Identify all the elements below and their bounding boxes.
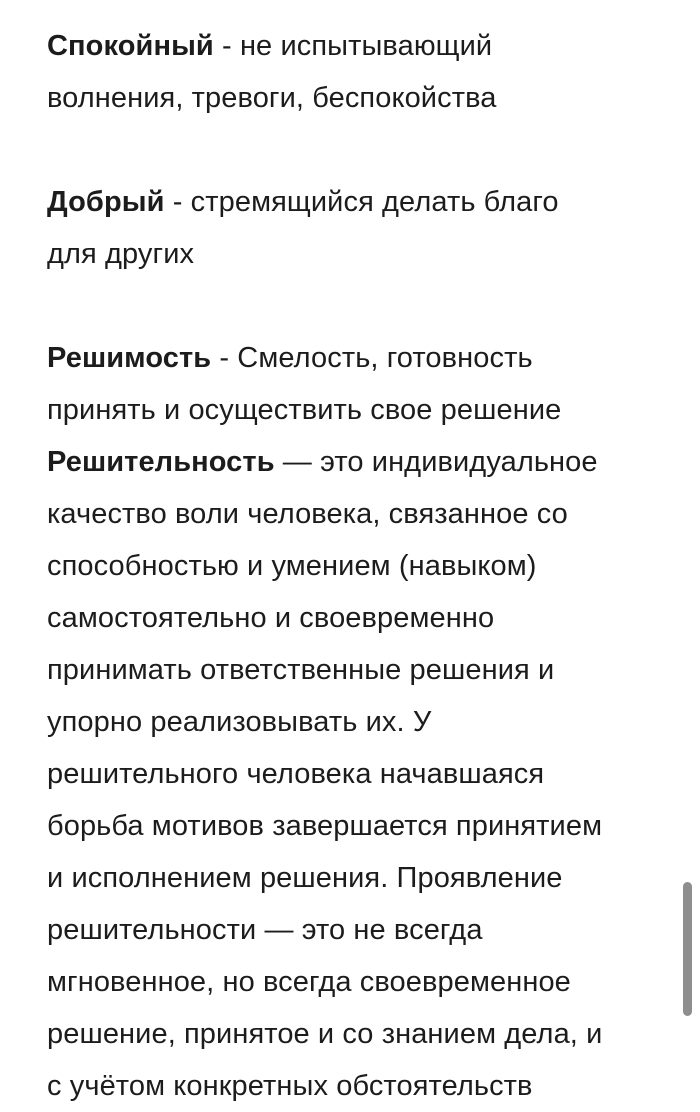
- definition-line: борьба мотивов завершается принятием: [47, 810, 603, 842]
- definition-text: это индивидуальное: [320, 446, 598, 478]
- vertical-scrollbar[interactable]: [683, 882, 692, 1016]
- definition-line: решительности — это не всегда: [47, 914, 483, 946]
- document-body: [47, 20, 667, 1112]
- definition-line: принять и осуществить свое решение: [47, 394, 562, 426]
- paragraph-gap: [47, 124, 667, 176]
- term: Решительность: [47, 446, 275, 478]
- separator: —: [274, 446, 321, 478]
- definition-line: [47, 436, 667, 488]
- definition-line: решительного человека начавшаяся: [47, 758, 545, 790]
- definition-line: [47, 176, 667, 228]
- definition-line: с учётом конкретных обстоятельств: [47, 1070, 533, 1102]
- definition-resolve: [47, 332, 667, 436]
- definition-kind: [47, 176, 667, 280]
- definition-text: не испытывающий: [239, 30, 493, 62]
- definition-line: решение, принятое и со знанием дела, и: [47, 1018, 603, 1050]
- definition-line: мгновенное, но всегда своевременное: [47, 966, 571, 998]
- separator: -: [213, 30, 240, 62]
- definition-line: и исполнением решения. Проявление: [47, 862, 563, 894]
- paragraph-gap: [47, 280, 667, 332]
- definition-line: принимать ответственные решения и: [47, 654, 555, 686]
- definition-decisiveness: [47, 436, 667, 1112]
- definition-line: способностью и умением (навыком): [47, 550, 537, 582]
- definition-line: качество воли человека, связанное со: [47, 498, 568, 530]
- definition-text: Смелость, готовность: [237, 342, 533, 374]
- definition-line: [47, 332, 667, 384]
- definition-line: волнения, тревоги, беспокойства: [47, 82, 497, 114]
- term: Добрый: [47, 186, 165, 218]
- definition-line: упорно реализовывать их. У: [47, 706, 432, 738]
- definition-line: для других: [47, 238, 195, 270]
- separator: -: [211, 342, 238, 374]
- definition-text: стремящийся делать благо: [190, 186, 559, 218]
- term: Спокойный: [47, 30, 214, 62]
- definition-line: [47, 20, 667, 72]
- term: Решимость: [47, 342, 212, 374]
- separator: -: [164, 186, 191, 218]
- definition-calm: [47, 20, 667, 124]
- definition-line: самостоятельно и своевременно: [47, 602, 495, 634]
